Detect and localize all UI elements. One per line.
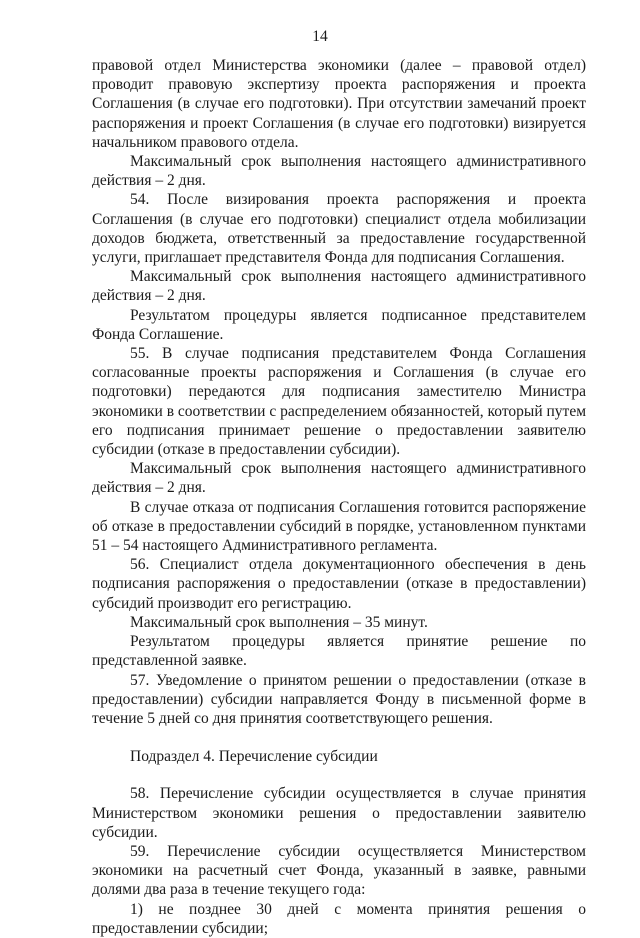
document-body: [92, 56, 586, 938]
paragraph: 58. Перечисление субсидии осуществляется в случае принятия Министерством экономики решения о предоставлении заявителю субсидии.: [92, 785, 586, 841]
page-number: 14: [312, 28, 328, 45]
paragraph: 54. После визирования проекта распоряжения и проекта Соглашения (в случае его подготовки) специалист отдела мобилизации доходов бюджета, ответственный за предоставление государственной услуги, приглашает представителя Фонда для подписания Соглашения.: [92, 191, 586, 267]
paragraph: Максимальный срок выполнения настоящего административного действия – 2 дня.: [92, 153, 586, 190]
paragraph: 56. Специалист отдела документационного обеспечения в день подписания распоряжения о предоставлении (отказе в предоставлении) субсидий производит его регистрацию.: [92, 556, 586, 612]
paragraph: 57. Уведомление о принятом решении о предоставлении (отказе в предоставлении) субсидии направляется Фонду в письменной форме в течение 5 дней со дня принятия соответствующего решения.: [92, 671, 586, 727]
paragraph: Максимальный срок выполнения настоящего административного действия – 2 дня.: [92, 268, 586, 305]
paragraph: Результатом процедуры является принятие решение по представленной заявке.: [92, 633, 586, 670]
paragraph: Результатом процедуры является подписанное представителем Фонда Соглашение.: [92, 306, 586, 343]
paragraph: 1) не позднее 30 дней с момента принятия решения о предоставлении субсидии;: [92, 900, 586, 937]
paragraph: 55. В случае подписания представителем Фонда Соглашения согласованные проекты распоряжения и Соглашения (в случае его подготовки) передаются для подписания заместителю Министра экономики в соответствии с распределением обязанностей, который путем его подписания принимает решение о предоставлении заявителю субсидии (отказе в предоставлении субсидии).: [92, 345, 587, 459]
paragraph: В случае отказа от подписания Соглашения готовится распоряжение об отказе в предоставлении субсидий в порядке, установленном пунктами 51 – 54 настоящего Административного регламента.: [92, 498, 586, 555]
paragraph: правовой отдел Министерства экономики (далее – правовой отдел) проводит правовую экспертизу проекта распоряжения и проекта Соглашения (в случае его подготовки). При отсутствии замечаний проект распоряжения и проект Соглашения (в случае его подготовки) визируется начальником правового отдела.: [92, 57, 586, 151]
paragraph: Максимальный срок выполнения настоящего административного действия – 2 дня.: [92, 460, 586, 497]
paragraph: 59. Перечисление субсидии осуществляется Министерством экономики на расчетный счет Фонда, указанный в заявке, равными долями два раза в течение текущего года:: [92, 842, 586, 899]
paragraph: Максимальный срок выполнения – 35 минут.: [130, 613, 428, 631]
section-heading: Подраздел 4. Перечисление субсидии: [130, 748, 378, 766]
